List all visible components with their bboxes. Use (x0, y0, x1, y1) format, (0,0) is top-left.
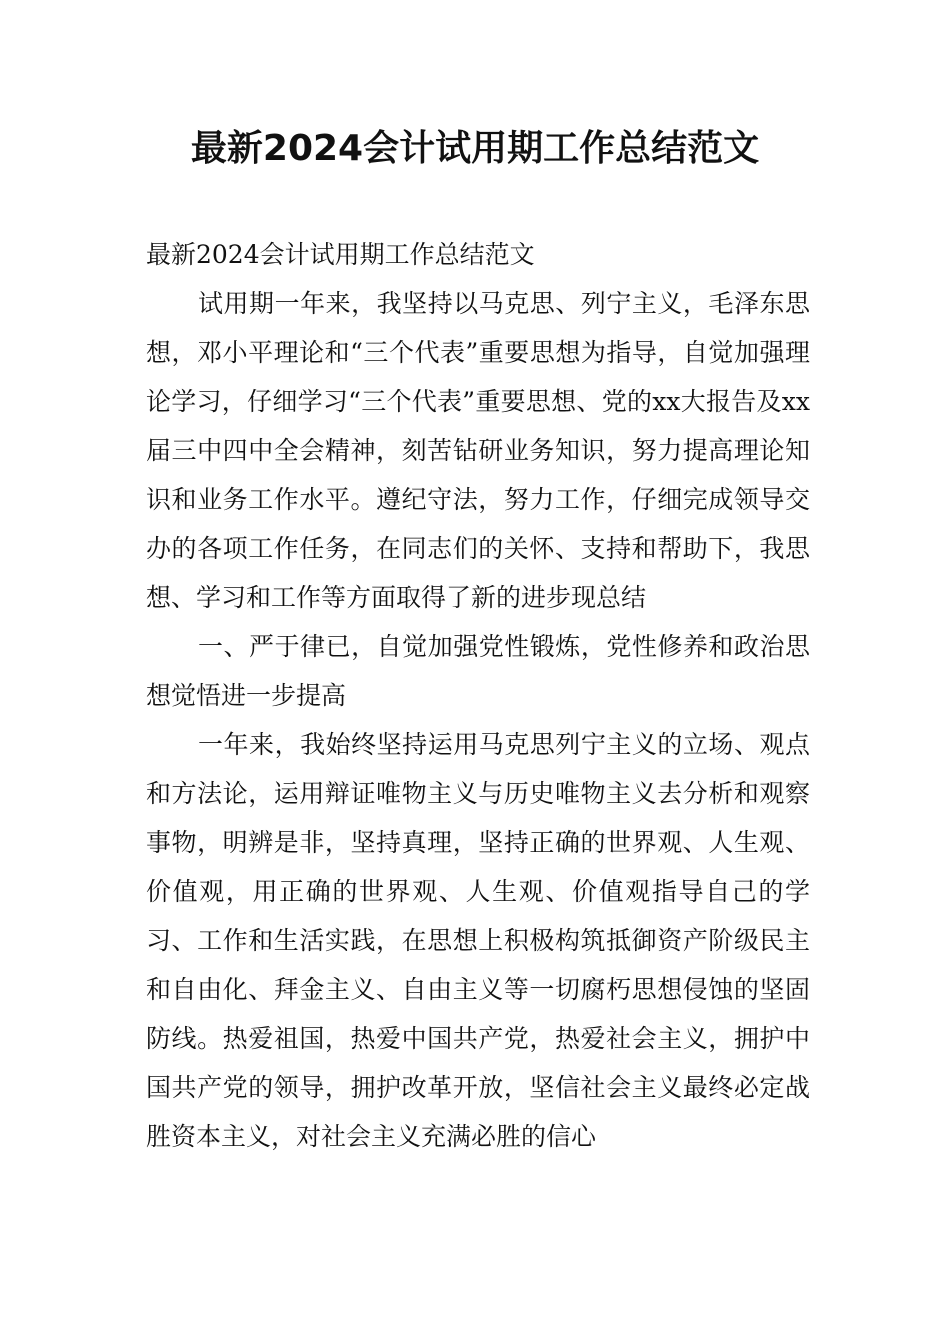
subtitle-paragraph: 最新2024会计试用期工作总结范文 (146, 240, 535, 269)
document-title: 最新2024会计试用期工作总结范文 (190, 128, 760, 169)
document-body (146, 230, 810, 1161)
section-body-paragraph: 一年来，我始终坚持运用马克思列宁主义的立场、观点和方法论，运用辩证唯物主义与历史唯物主义去分析和观察事物，明辨是非，坚持真理，坚持正确的世界观、人生观、价值观，用正确的世界观、人生观、价值观指导自己的学习、工作和生活实践，在思想上积极构筑抵御资产阶级民主和自由化、拜金主义、自由主义等一切腐朽思想侵蚀的坚固防线。热爱祖国，热爱中国共产党，热爱社会主义，拥护中国共产党的领导，拥护改革开放，坚信社会主义最终必定战胜资本主义，对社会主义充满必胜的信心 (146, 730, 810, 1151)
section-heading-paragraph: 一、严于律已，自觉加强党性锻炼，党性修养和政治思想觉悟进一步提高 (146, 632, 810, 710)
intro-paragraph: 试用期一年来，我坚持以马克思、列宁主义，毛泽东思想，邓小平理论和“三个代表”重要思想为指导，自觉加强理论学习，仔细学习“三个代表”重要思想、党的xx大报告及xx届三中四中全会精神，刻苦钻研业务知识，努力提高理论知识和业务工作水平。遵纪守法，努力工作，仔细完成领导交办的各项工作任务，在同志们的关怀、支持和帮助下，我思想、学习和工作等方面取得了新的进步现总结 (146, 289, 810, 612)
